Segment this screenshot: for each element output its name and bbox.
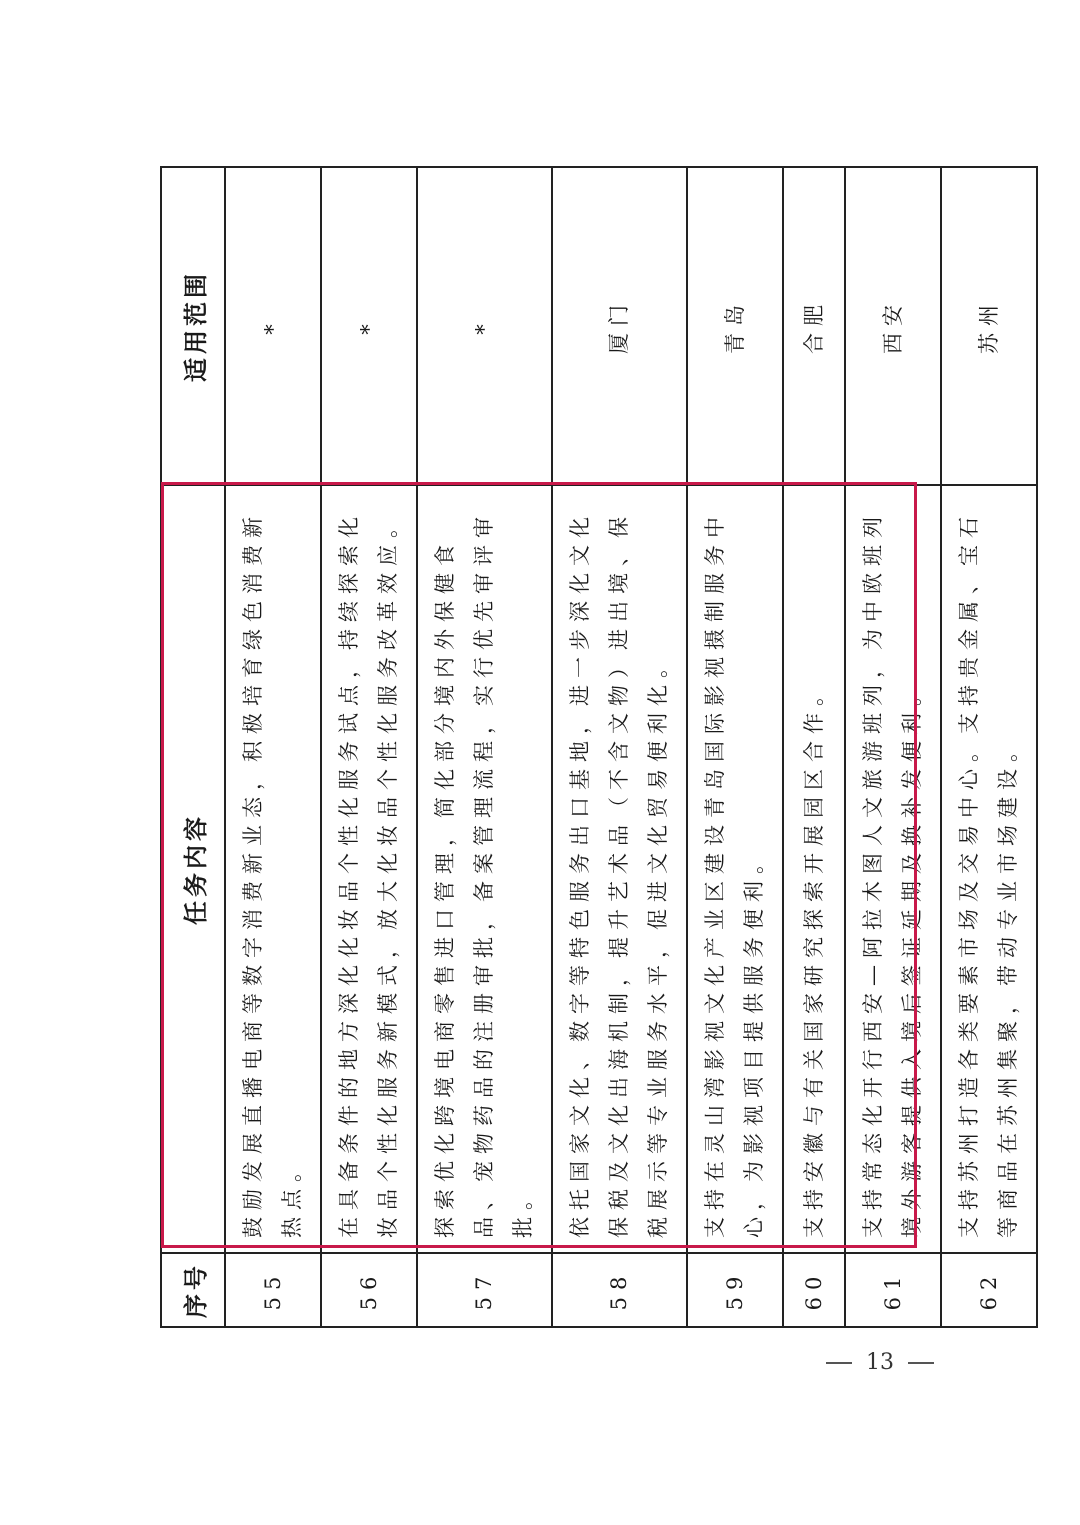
row-scope: * bbox=[225, 167, 321, 485]
footer-dash-left bbox=[826, 1362, 852, 1364]
table-row bbox=[321, 167, 417, 1327]
row-number: 62 bbox=[941, 1253, 1037, 1327]
header-content: 任务内容 bbox=[161, 485, 225, 1253]
row-scope: * bbox=[417, 167, 552, 485]
table-row bbox=[417, 167, 552, 1327]
table-row bbox=[941, 167, 1037, 1327]
row-number: 59 bbox=[687, 1253, 783, 1327]
row-content: 鼓励发展直播电商等数字消费新业态，积极培育绿色消费新热点。 bbox=[225, 485, 321, 1253]
page-footer bbox=[826, 1350, 934, 1375]
row-number: 56 bbox=[321, 1253, 417, 1327]
row-scope: 合肥 bbox=[783, 167, 845, 485]
header-number: 序号 bbox=[161, 1253, 225, 1327]
row-scope: 苏州 bbox=[941, 167, 1037, 485]
row-content: 在具备条件的地方深化化妆品个性化服务试点，持续探索化妆品个性化服务新模式，放大化妆品个性化服务改革效应。 bbox=[321, 485, 417, 1253]
table-row bbox=[783, 167, 845, 1327]
row-content: 支持在灵山湾影视文化产业区建设青岛国际影视摄制服务中心，为影视项目提供服务便利。 bbox=[687, 485, 783, 1253]
row-content: 支持苏州打造各类要素市场及交易中心。支持贵金属、宝石等商品在苏州集聚，带动专业市场建设。 bbox=[941, 485, 1037, 1253]
row-content: 依托国家文化、数字等特色服务出口基地，进一步深化文化保税及文化出海机制，提升艺术品（不含文物）进出境、保税展示等专业服务水平，促进文化贸易便利化。 bbox=[552, 485, 687, 1253]
table-header-row bbox=[161, 167, 225, 1327]
table-row bbox=[552, 167, 687, 1327]
page-number: 13 bbox=[866, 1350, 894, 1375]
row-scope: 厦门 bbox=[552, 167, 687, 485]
row-number: 60 bbox=[783, 1253, 845, 1327]
header-scope: 适用范围 bbox=[161, 167, 225, 485]
row-number: 58 bbox=[552, 1253, 687, 1327]
row-number: 55 bbox=[225, 1253, 321, 1327]
row-scope: 西安 bbox=[845, 167, 941, 485]
footer-dash-right bbox=[908, 1362, 934, 1364]
row-scope: * bbox=[321, 167, 417, 485]
row-scope: 青岛 bbox=[687, 167, 783, 485]
row-content: 探索优化跨境电商零售进口管理，简化部分境内外保健食品、宠物药品的注册审批，备案管理流程，实行优先审评审批。 bbox=[417, 485, 552, 1253]
row-number: 61 bbox=[845, 1253, 941, 1327]
table-row bbox=[845, 167, 941, 1327]
row-number: 57 bbox=[417, 1253, 552, 1327]
table-row bbox=[687, 167, 783, 1327]
table-row bbox=[225, 167, 321, 1327]
row-content: 支持常态化开行西安—阿拉木图人文旅游班列，为中欧班列境外游客提供入境后签证延期及换补发便利。 bbox=[845, 485, 941, 1253]
row-content: 支持安徽与有关国家研究探索开展园区合作。 bbox=[783, 485, 845, 1253]
task-table bbox=[160, 166, 1038, 1328]
